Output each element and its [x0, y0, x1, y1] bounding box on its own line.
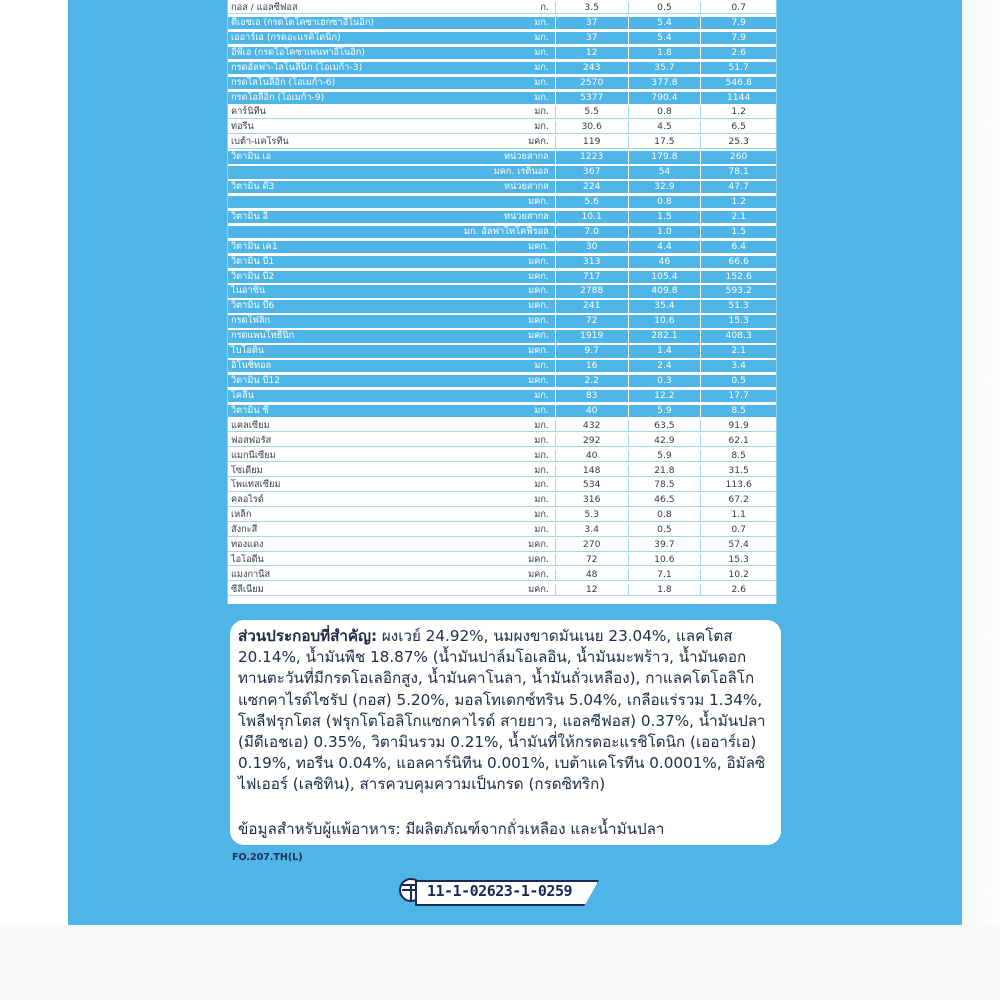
value-per-serving: 5.9 — [629, 450, 702, 461]
nutrition-row — [228, 315, 776, 327]
value-per-100g: 2788 — [556, 285, 629, 297]
value-per-serving: 0.3 — [629, 375, 702, 387]
value-per-100g: 37 — [556, 17, 629, 29]
nutrient-name: ดีเอชเอ (กรดโดโคซาเฮกซาอีโนอิก) — [231, 16, 374, 28]
package-side — [962, 0, 1000, 1000]
value-per-100kcal: 6.4 — [731, 240, 746, 252]
value-per-serving: 179.8 — [629, 151, 702, 163]
value-per-100g: 243 — [556, 62, 629, 74]
value-per-serving: 17.5 — [629, 136, 702, 147]
value-per-100kcal: 152.6 — [725, 270, 752, 282]
value-per-100kcal: 408.3 — [725, 330, 752, 342]
nutrition-row — [228, 47, 776, 59]
nutrient-name — [228, 166, 429, 178]
value-per-serving: 42.9 — [629, 435, 702, 446]
nutrient-name: วิตามิน บี1 — [231, 255, 275, 267]
value-per-100kcal: 7.9 — [731, 31, 746, 43]
nutrient-unit: มคก. — [429, 136, 556, 147]
value-per-serving: 78.5 — [629, 479, 702, 490]
nutrient-unit: มก. — [429, 494, 556, 505]
value-per-100g: 12 — [556, 584, 629, 595]
value-per-100kcal: 78.1 — [728, 166, 749, 178]
value-per-100g: 10.1 — [556, 211, 629, 223]
nutrition-row — [228, 136, 776, 148]
nutrient-unit: มก. — [429, 106, 556, 117]
value-per-100g: 5.6 — [556, 196, 629, 208]
nutrient-unit: มก. — [429, 465, 556, 476]
value-per-serving: 35.4 — [629, 300, 702, 312]
nutrient-unit: มคก. — [429, 375, 556, 387]
nutrient-name: คลอไรด์ — [231, 494, 264, 506]
value-per-100kcal: 260 — [729, 151, 748, 163]
nutrient-name: โซเดียม — [231, 464, 263, 476]
value-per-100kcal: 57.4 — [728, 539, 749, 551]
value-per-100g: 241 — [556, 300, 629, 312]
value-per-100g: 316 — [556, 494, 629, 505]
nutrient-unit: มก. — [429, 92, 556, 104]
nutrient-unit: มก. — [429, 121, 556, 132]
value-per-100g: 40 — [556, 405, 629, 417]
value-per-100g: 5.3 — [556, 509, 629, 520]
nutrient-unit: มคก. — [429, 256, 556, 268]
nutrient-unit: มคก. เรตินอล — [429, 166, 556, 178]
value-per-serving: 10.6 — [629, 554, 702, 565]
nutrient-name: กรดอัลฟา-ไลโนลีนิก (โอเมก้า-3) — [231, 61, 363, 73]
nutrient-name: ไบโอติน — [231, 345, 265, 357]
value-per-100g: 72 — [556, 315, 629, 327]
value-per-100kcal: 593.2 — [725, 285, 752, 297]
value-per-100kcal: 8.5 — [731, 404, 746, 416]
value-per-100kcal: 8.5 — [731, 449, 746, 461]
nutrition-row — [228, 479, 776, 491]
value-per-100kcal: 17.7 — [728, 389, 749, 401]
nutrition-row — [228, 271, 776, 283]
value-per-serving: 5.4 — [629, 17, 702, 29]
value-per-100kcal: 7.9 — [731, 16, 746, 28]
value-per-100g: 30.6 — [556, 121, 629, 132]
nutrient-name — [228, 226, 429, 238]
value-per-serving: 4.5 — [629, 121, 702, 132]
value-per-100kcal: 10.2 — [728, 568, 749, 580]
nutrient-name: ไนอาซิน — [231, 285, 266, 297]
value-per-serving: 0.8 — [629, 509, 702, 520]
nutrient-unit: มคก. — [429, 539, 556, 550]
value-per-serving: 21.8 — [629, 465, 702, 476]
value-per-100kcal: 0.7 — [731, 524, 746, 536]
nutrition-row — [228, 450, 776, 462]
value-per-100g: 5377 — [556, 92, 629, 104]
fda-registration — [395, 876, 605, 908]
value-per-100g: 48 — [556, 569, 629, 580]
value-per-serving: 1.4 — [629, 345, 702, 357]
value-per-100g: 3.5 — [556, 2, 629, 13]
nutrient-name: คาร์นิทีน — [231, 106, 266, 118]
value-per-100g: 270 — [556, 539, 629, 550]
value-per-100g: 224 — [556, 181, 629, 193]
nutrient-name: ทองแดง — [231, 539, 264, 551]
value-per-serving: 2.4 — [629, 360, 702, 372]
value-per-100kcal: 546.8 — [725, 76, 752, 88]
nutrition-row — [228, 509, 776, 521]
value-per-100kcal: 0.5 — [731, 375, 746, 386]
nutrient-unit: มคก. — [429, 584, 556, 595]
value-per-100kcal: 15.3 — [728, 554, 749, 566]
nutrient-name: วิตามิน บี12 — [231, 375, 281, 386]
nutrient-unit: มก. — [429, 17, 556, 29]
value-per-serving: 0.8 — [629, 196, 702, 208]
value-per-serving: 1.8 — [629, 47, 702, 59]
value-per-serving: 46 — [629, 256, 702, 268]
ingredients-panel — [230, 620, 781, 845]
nutrition-row — [228, 465, 776, 477]
value-per-100kcal: 47.7 — [728, 181, 749, 193]
value-per-100kcal: 31.5 — [728, 464, 749, 476]
nutrient-unit: มคก. — [429, 315, 556, 327]
background-surface — [0, 925, 1000, 1000]
nutrient-name: เบต้า-แคโรทีน — [231, 136, 289, 148]
nutrient-name: วิตามิน เอ — [231, 151, 272, 163]
nutrient-unit: มก. — [429, 509, 556, 520]
nutrient-unit: มก. — [429, 32, 556, 44]
value-per-serving: 12.2 — [629, 390, 702, 402]
nutrition-row — [228, 345, 776, 357]
value-per-100g: 37 — [556, 32, 629, 44]
value-per-100kcal: 2.6 — [731, 583, 746, 595]
nutrition-row — [228, 405, 776, 417]
value-per-100kcal: 25.3 — [728, 136, 749, 148]
value-per-100kcal: 62.1 — [728, 434, 749, 446]
value-per-100kcal: 0.7 — [731, 2, 746, 13]
nutrient-name: วิตามิน อี — [231, 210, 269, 222]
nutrition-row — [228, 524, 776, 536]
value-per-100kcal: 2.6 — [731, 46, 746, 58]
value-per-100kcal: 1.2 — [731, 195, 746, 207]
nutrition-row — [228, 420, 776, 432]
value-per-100g: 3.4 — [556, 524, 629, 535]
value-per-100g: 12 — [556, 47, 629, 59]
value-per-100g: 367 — [556, 166, 629, 178]
allergy-info: ข้อมูลสำหรับผู้แพ้อาหาร: มีผลิตภัณฑ์จากถั่วเหลือง และน้ำมันปลา — [238, 820, 665, 838]
value-per-100g: 5.5 — [556, 106, 629, 117]
value-per-serving: 1.8 — [629, 584, 702, 595]
nutrient-name — [228, 196, 429, 208]
nutrition-row — [228, 32, 776, 44]
value-per-100g: 313 — [556, 256, 629, 268]
nutrition-row — [228, 196, 776, 208]
value-per-100g: 9.7 — [556, 345, 629, 357]
nutrition-row — [228, 375, 776, 387]
nutrition-row — [228, 285, 776, 297]
value-per-serving: 0.5 — [629, 2, 702, 13]
nutrition-row — [228, 360, 776, 372]
value-per-serving: 32.9 — [629, 181, 702, 193]
nutrient-name: วิตามิน ดี3 — [231, 181, 275, 193]
value-per-serving: 377.8 — [629, 77, 702, 89]
nutrient-name: แคลเซียม — [231, 419, 270, 431]
value-per-100g: 292 — [556, 435, 629, 446]
value-per-100g: 7.0 — [556, 226, 629, 238]
ingredients-text — [238, 626, 778, 796]
nutrition-row — [228, 77, 776, 89]
value-per-100g: 1919 — [556, 330, 629, 342]
nutrient-name: โคลีน — [231, 389, 254, 401]
value-per-100g: 1223 — [556, 151, 629, 163]
nutrient-name: วิตามิน ซี — [231, 404, 269, 416]
value-per-100g: 40 — [556, 450, 629, 461]
value-per-serving: 39.7 — [629, 539, 702, 550]
nutrition-row — [228, 300, 776, 312]
nutrient-unit: มก. — [429, 524, 556, 535]
value-per-100kcal: 2.1 — [731, 210, 746, 222]
nutrient-unit: มก. — [429, 62, 556, 74]
value-per-100kcal: 2.1 — [731, 345, 746, 357]
nutrition-row — [228, 106, 776, 118]
value-per-serving: 105.4 — [629, 271, 702, 283]
nutrient-name: ทอรีน — [231, 121, 254, 133]
nutrient-name: โพแทสเซียม — [231, 479, 281, 491]
nutrient-name: กรดแพนโทธีนิก — [231, 330, 295, 342]
value-per-100kcal: 1.1 — [731, 509, 746, 521]
nutrient-unit: มคก. — [429, 241, 556, 253]
value-per-100kcal: 1144 — [726, 91, 751, 103]
nutrient-name: ฟอสฟอรัส — [231, 434, 272, 446]
nutrient-name: กรดโอลีอิก (โอเมก้า-9) — [231, 91, 325, 103]
nutrition-row — [228, 92, 776, 104]
value-per-100kcal: 15.3 — [728, 315, 749, 327]
value-per-serving: 1.0 — [629, 226, 702, 238]
value-per-100kcal: 51.3 — [728, 300, 749, 312]
ingredients-heading: ส่วนประกอบที่สำคัญ: — [238, 627, 378, 645]
nutrient-unit: หน่วยสากล — [429, 151, 556, 163]
product-code: FO.207.TH(L) — [232, 852, 303, 863]
nutrient-name: ไอโอดีน — [231, 554, 264, 566]
nutrition-row — [228, 390, 776, 402]
nutrient-name: กรดไลโนลีอิก (โอเมก้า-6) — [231, 76, 336, 88]
nutrient-name: อิโนซิทอล — [231, 360, 272, 372]
nutrition-row — [228, 181, 776, 193]
nutrient-name: เหล็ก — [231, 509, 252, 521]
value-per-100g: 148 — [556, 465, 629, 476]
value-per-serving: 0.5 — [629, 524, 702, 535]
nutrition-row — [228, 17, 776, 29]
value-per-100kcal: 1.5 — [731, 225, 746, 237]
value-per-100g: 83 — [556, 390, 629, 402]
nutrition-row — [228, 241, 776, 253]
value-per-100g: 432 — [556, 420, 629, 431]
nutrient-name: อีพีเอ (กรดไอโคซาเพนทาอีโนอิก) — [231, 46, 365, 58]
nutrient-unit: มคก. — [429, 300, 556, 312]
nutrient-unit: มคก. — [429, 569, 556, 580]
nutrient-unit: มก. — [429, 47, 556, 59]
nutrient-unit: มคก. — [429, 285, 556, 297]
nutrient-unit: มก. — [429, 405, 556, 417]
nutrition-row — [228, 435, 776, 447]
fda-number: 11-1-02623-1-0259 — [427, 882, 573, 900]
value-per-serving: 5.4 — [629, 32, 702, 44]
value-per-100kcal: 67.2 — [728, 494, 749, 506]
nutrient-unit: มคก. — [429, 330, 556, 342]
nutrition-row — [228, 539, 776, 551]
nutrient-unit: มคก. — [429, 271, 556, 283]
nutrient-unit: มคก. — [429, 196, 556, 208]
nutrition-row — [228, 121, 776, 133]
value-per-100kcal: 66.6 — [728, 255, 749, 267]
nutrient-unit: มก. — [429, 390, 556, 402]
nutrient-unit: หน่วยสากล — [429, 181, 556, 193]
value-per-100g: 2570 — [556, 77, 629, 89]
nutrient-name: เออาร์เอ (กรดอะแรคิโดนิก) — [231, 31, 341, 43]
value-per-100kcal: 3.4 — [731, 360, 746, 372]
nutrient-unit: มคก. — [429, 345, 556, 357]
value-per-serving: 282.1 — [629, 330, 702, 342]
nutrient-name: วิตามิน เค1 — [231, 240, 278, 252]
value-per-100kcal: 91.9 — [728, 419, 749, 431]
nutrition-row — [228, 256, 776, 268]
value-per-serving: 10.6 — [629, 315, 702, 327]
ingredients-list: ผงเวย์ 24.92%, นมผงขาดมันเนย 23.04%, แลคโตส 20.14%, น้ำมันพืช 18.87% (น้ำมันปาล์มโอเลอิน, น้ำมันมะพร้าว, น้ำมันดอกทานตะวันที่มีกรดโอเลอิกสูง, น้ำมันคาโนลา, น้ำมันถั่วเหลือง), กาแลคโตโอลิโกแซกคาไรด์ไซรัป (กอส) 5.20%, มอลโทเดกซ์ทริน 5.04%, เกลือแร่รวม 1.34%, โพลีฟรุกโตส (ฟรุกโตโอลิโกแซกคาไรด์ สายยาว, แอลซีฟอส) 0.37%, น้ำมันปลา (มีดีเอชเอ) 0.35%, วิตามินรวม 0.21%, น้ำมันที่ให้กรดอะแรชิโดนิก (เออาร์เอ) 0.19%, ทอรีน 0.04%, แอลคาร์นิทีน 0.001%, เบต้าแคโรทีน 0.0001%, อิมัลซิไฟเออร์ (เลซิทิน), สารควบคุมความเป็นกรด (กรดซิทริก) — [238, 627, 766, 794]
value-per-serving: 46.5 — [629, 494, 702, 505]
nutrient-unit: มคก. — [429, 554, 556, 565]
nutrition-row — [228, 62, 776, 74]
value-per-100kcal: 6.5 — [731, 121, 746, 133]
value-per-100g: 30 — [556, 241, 629, 253]
nutrient-name: วิตามิน บี2 — [231, 270, 275, 282]
nutrient-unit: มก. — [429, 479, 556, 490]
nutrient-name: แมงกานีส — [231, 568, 271, 580]
value-per-serving: 54 — [629, 166, 702, 178]
nutrient-name: กรดโฟลิก — [231, 315, 271, 327]
nutrient-name: วิตามิน บี6 — [231, 300, 275, 312]
nutrition-row — [228, 226, 776, 238]
nutrition-row — [228, 569, 776, 581]
nutrient-unit: มก. อัลฟาโทโคฟีรอล — [429, 226, 556, 238]
value-per-100g: 16 — [556, 360, 629, 372]
value-per-serving: 409.8 — [629, 285, 702, 297]
nutrition-table — [227, 0, 777, 604]
nutrient-name: แมกนีเซียม — [231, 449, 276, 461]
nutrient-unit: มก. — [429, 77, 556, 89]
value-per-100g: 717 — [556, 271, 629, 283]
value-per-100g: 2.2 — [556, 375, 629, 387]
value-per-100g: 119 — [556, 136, 629, 147]
nutrient-name: กอส / แอลซีฟอส — [231, 2, 298, 13]
nutrition-row — [228, 330, 776, 342]
value-per-serving: 4.4 — [629, 241, 702, 253]
value-per-100kcal: 1.2 — [731, 106, 746, 118]
nutrient-unit: มก. — [429, 360, 556, 372]
nutrition-row — [228, 151, 776, 163]
nutrient-unit: ก. — [429, 2, 556, 13]
nutrition-row — [228, 554, 776, 566]
value-per-serving: 35.7 — [629, 62, 702, 74]
nutrition-row — [228, 584, 776, 596]
nutrient-unit: มก. — [429, 435, 556, 446]
value-per-serving: 1.5 — [629, 211, 702, 223]
value-per-100g: 534 — [556, 479, 629, 490]
value-per-100g: 72 — [556, 554, 629, 565]
value-per-serving: 7.1 — [629, 569, 702, 580]
value-per-serving: 5.9 — [629, 405, 702, 417]
nutrient-unit: หน่วยสากล — [429, 211, 556, 223]
nutrient-unit: มก. — [429, 450, 556, 461]
value-per-serving: 63.5 — [629, 420, 702, 431]
nutrition-row — [228, 211, 776, 223]
nutrient-name: ซีลีเนียม — [231, 583, 264, 595]
nutrition-row — [228, 2, 776, 14]
nutrition-row — [228, 166, 776, 178]
value-per-100kcal: 113.6 — [725, 479, 752, 491]
value-per-serving: 790.4 — [629, 92, 702, 104]
nutrient-name: สังกะสี — [231, 524, 258, 536]
value-per-100kcal: 51.7 — [728, 61, 749, 73]
value-per-serving: 0.8 — [629, 106, 702, 117]
nutrient-unit: มก. — [429, 420, 556, 431]
nutrition-row — [228, 494, 776, 506]
